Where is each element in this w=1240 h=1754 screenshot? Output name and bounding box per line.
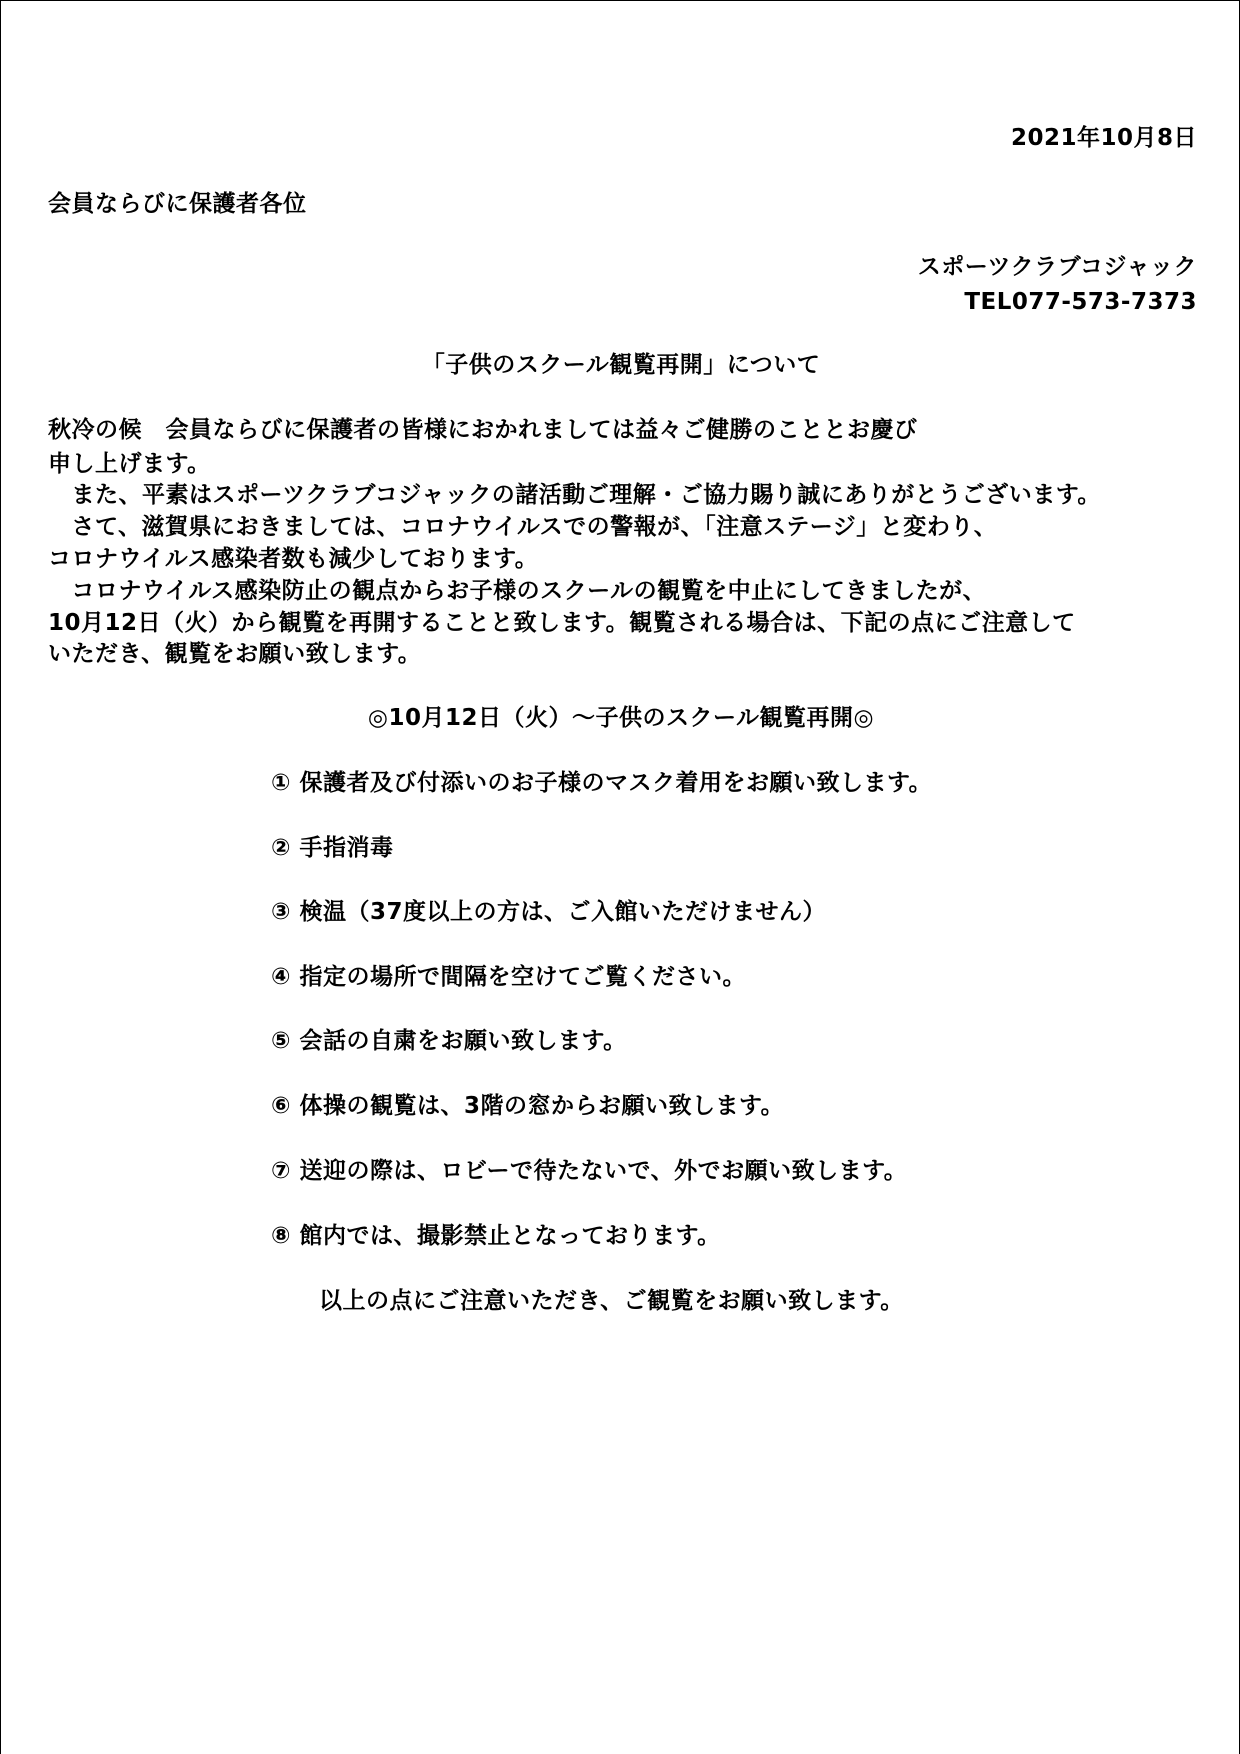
body-line: 10月12日（火）から観覧を再開することと致します。観覧される場合は、下記の点にご注意して bbox=[48, 610, 1076, 636]
notice-item-8: ⑧ 館内では、撮影禁止となっております。 bbox=[271, 1223, 721, 1249]
notice-item-5: ⑤ 会話の自粛をお願い致します。 bbox=[271, 1028, 627, 1054]
document-subject: 「子供のスクール観覧再開」について bbox=[421, 352, 821, 378]
sender-tel: TEL077-573-7373 bbox=[964, 289, 1197, 315]
body-line: 申し上げます。 bbox=[48, 451, 211, 477]
document-date: 2021年10月8日 bbox=[1010, 125, 1197, 151]
sender-name: スポーツクラブコジャック bbox=[917, 254, 1197, 280]
body-line: 秋冷の候 会員ならびに保護者の皆様におかれましては益々ご健勝のこととお慶び bbox=[48, 417, 918, 443]
notice-item-1: ① 保護者及び付添いのお子様のマスク着用をお願い致します。 bbox=[271, 770, 933, 796]
body-line: コロナウイルス感染防止の観点からお子様のスクールの観覧を中止にしてきましたが、 bbox=[48, 578, 987, 604]
closing-remark: 以上の点にご注意いただき、ご観覧をお願い致します。 bbox=[319, 1288, 904, 1314]
body-line: いただき、観覧をお願い致します。 bbox=[48, 641, 422, 667]
notice-item-6: ⑥ 体操の観覧は、3階の窓からお願い致します。 bbox=[271, 1093, 785, 1119]
addressee: 会員ならびに保護者各位 bbox=[48, 191, 307, 217]
notice-heading: ◎10月12日（火）～子供のスクール観覧再開◎ bbox=[367, 705, 875, 731]
notice-item-3: ③ 検温（37度以上の方は、ご入館いただけません） bbox=[271, 899, 826, 925]
body-line: さて、滋賀県におきましては、コロナウイルスでの警報が、「注意ステージ」と変わり、 bbox=[48, 514, 998, 540]
notice-item-7: ⑦ 送迎の際は、ロビーで待たないで、外でお願い致します。 bbox=[271, 1158, 908, 1184]
notice-item-2: ② 手指消毒 bbox=[271, 835, 394, 861]
body-line: コロナウイルス感染者数も減少しております。 bbox=[48, 546, 539, 572]
body-line: また、平素はスポーツクラブコジャックの諸活動ご理解・ご協力賜り誠にありがとうございます。 bbox=[48, 482, 1101, 508]
notice-item-4: ④ 指定の場所で間隔を空けてご覧ください。 bbox=[271, 964, 746, 990]
